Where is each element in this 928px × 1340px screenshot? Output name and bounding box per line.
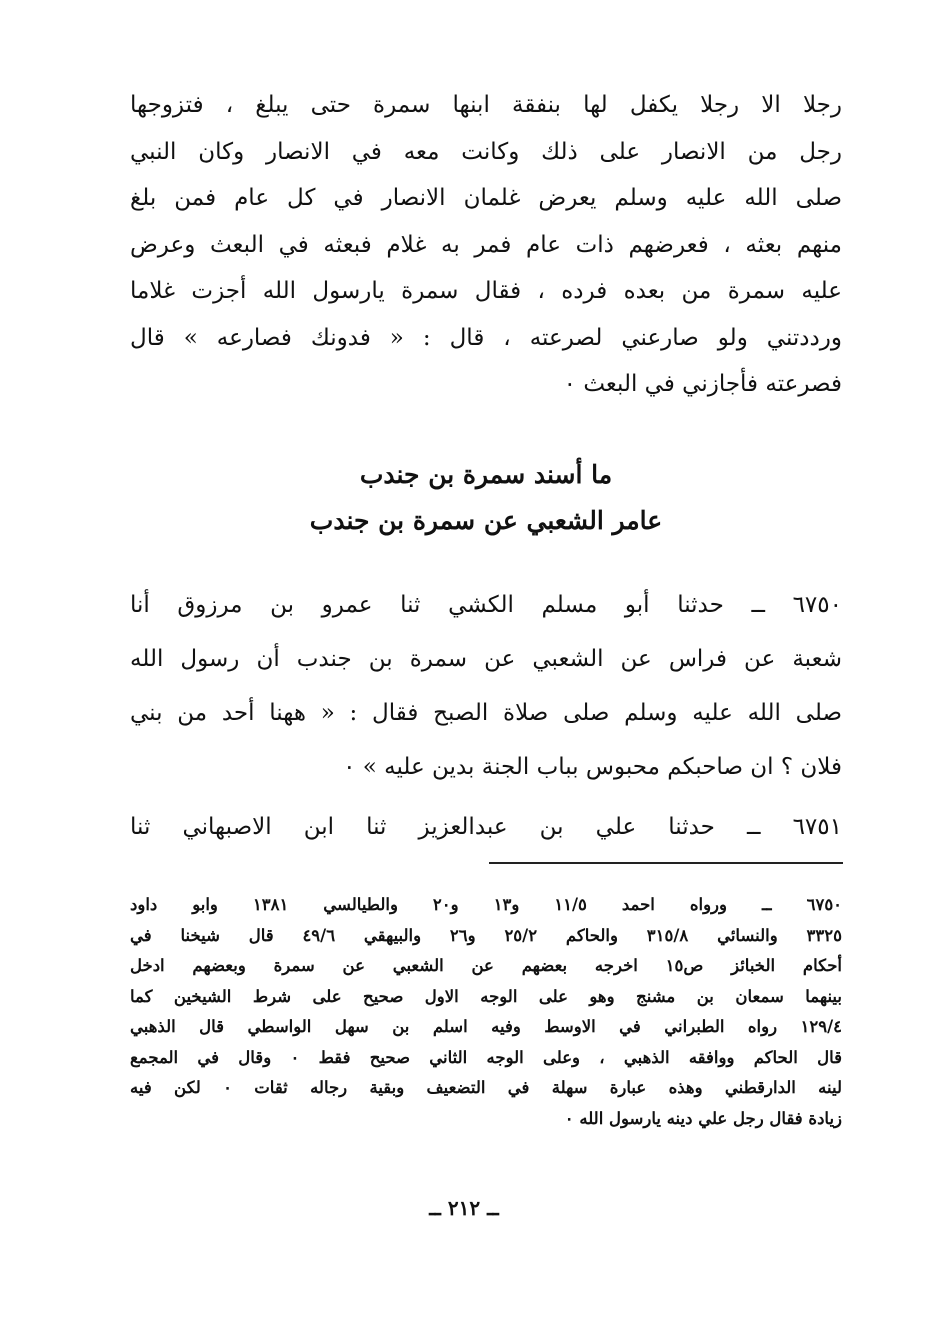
page-number: ــ ٢١٢ ــ — [429, 1196, 499, 1220]
text-line: عليه سمرة من بعده فرده ، فقال سمرة يارسول الله أجزت غلاما — [130, 278, 842, 304]
text-line: منهم بعثه ، فعرضهم ذات عام فمر به غلام فبعثه في البعث وعرض — [130, 231, 842, 258]
intro-paragraph — [130, 82, 842, 408]
text-line: فصرعته فأجازني في البعث ٠ — [563, 371, 842, 397]
section-subheading: عامر الشعبي عن سمرة بن جندب — [309, 506, 663, 535]
footnote-divider — [489, 862, 843, 864]
text-line: ٦٧٥١ ــ حدثنا علي بن عبدالعزيز ثنا ابن الاصبهاني ثنا — [130, 814, 842, 840]
footnote-line: قال الحاكم ووافقه الذهبي ، وعلى الوجه الثاني صحيح فقط ٠ وقال في المجمع — [130, 1047, 842, 1067]
text-line: صلى الله عليه وسلم صلى صلاة الصبح فقال : « ههنا أحد من بني — [130, 700, 842, 726]
text-line: شعبة عن فراس عن الشعبي عن سمرة بن جندب أن رسول الله — [130, 646, 842, 672]
text-line: صلى الله عليه وسلم يعرض غلمان الانصار في كل عام فمن بلغ — [130, 185, 842, 211]
text-line: رجلا الا رجلا يكفل لها بنفقة ابنها سمرة حتى يبلغ ، فتزوجها — [130, 92, 842, 118]
footnote-line: ٦٧٥٠ ــ ورواه احمد ١١/٥ و١٣ و٢٠ والطيالسي ١٣٨١ وابو داود — [130, 895, 842, 914]
footnote-line: أحكام الخبائز ص١٥ اخرجه بعضهم عن الشعبي عن سمرة وبعضهم ادخل — [130, 956, 842, 975]
footnote-line: ٣٣٢٥ والنسائي ٣١٥/٨ والحاكم ٢٥/٢ و٢٦ والبيهقي ٤٩/٦ قال شيخنا في — [130, 925, 842, 945]
text-line: ٦٧٥٠ ــ حدثنا أبو مسلم الكشي ثنا عمرو بن مرزوق أنا — [130, 592, 842, 618]
footnote-line: بينهما سمعان بن مشنج وهو على الوجه الاول صحيح على شرط الشيخين كما — [130, 986, 842, 1006]
text-line: ورددتني ولو صارعني لصرعته ، قال : « فدونك فصارعه » قال — [130, 324, 842, 351]
text-line: فلان ؟ ان صاحبكم محبوس بباب الجنة بدين عليه » ٠ — [343, 754, 842, 780]
footnote-line: ١٢٩/٤ رواه الطبراني في الاوسط وفيه اسلم بن سهل الواسطي قال الذهبي — [130, 1017, 842, 1036]
footnote-line: زيادة فقال رجل علي دينه يارسول الله ٠ — [564, 1108, 842, 1128]
section-heading: ما أسند سمرة بن جندب — [359, 460, 613, 489]
text-line: رجل من الانصار على ذلك وكانت معه في الانصار وكان النبي — [130, 138, 842, 165]
footnotes — [130, 890, 842, 1134]
footnote-line: لينه الدارقطني وهذه عبارة سهلة في التضعيف وبقية رجاله ثقات ٠ لكن فيه — [130, 1078, 842, 1097]
hadith-entries — [130, 578, 842, 854]
